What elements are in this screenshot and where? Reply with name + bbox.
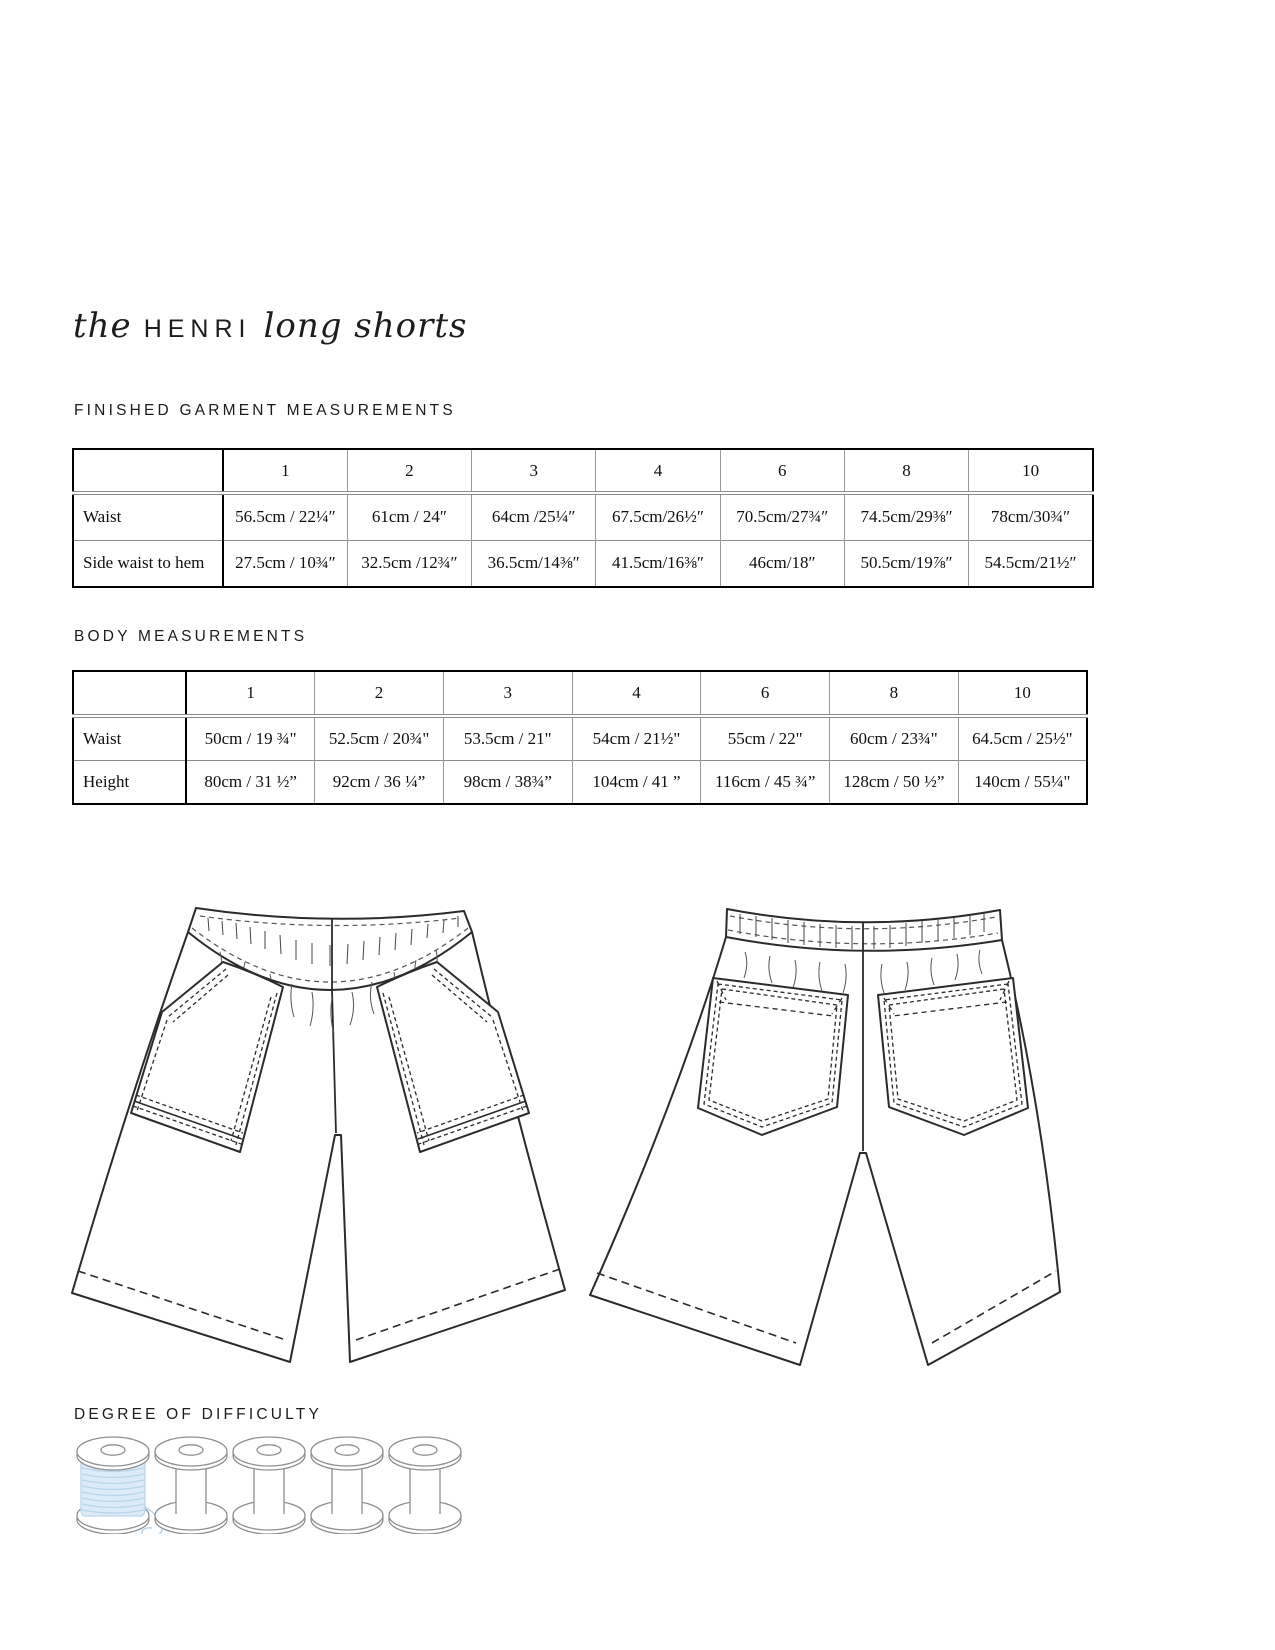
finished-garment-heading: FINISHED GARMENT MEASUREMENTS [74, 402, 456, 419]
title-lead: the [73, 306, 132, 346]
measurement-cell: 54.5cm/21½″ [969, 540, 1093, 587]
measurement-cell: 80cm / 31 ½” [186, 760, 315, 804]
measurement-cell: 64cm /25¼″ [472, 493, 596, 540]
row-label: Height [73, 760, 186, 804]
difficulty-meter [74, 1430, 464, 1534]
measurement-cell: 36.5cm/14⅜″ [472, 540, 596, 587]
measurement-cell: 52.5cm / 20¾" [315, 716, 444, 760]
spool-icon-empty [152, 1430, 230, 1534]
back-pocket-right [878, 978, 1028, 1135]
spool-icon-empty [230, 1430, 308, 1534]
table-row [73, 716, 1087, 760]
measurement-cell: 60cm / 23¾" [830, 716, 959, 760]
body-measurements-heading: BODY MEASUREMENTS [74, 628, 308, 645]
size-header: 10 [969, 449, 1093, 493]
size-header: 3 [443, 671, 572, 716]
size-header: 8 [830, 671, 959, 716]
row-label: Waist [73, 493, 223, 540]
size-header: 8 [844, 449, 968, 493]
size-header: 4 [596, 449, 720, 493]
measurement-cell: 61cm / 24″ [347, 493, 471, 540]
measurement-cell: 67.5cm/26½″ [596, 493, 720, 540]
size-header: 6 [720, 449, 844, 493]
row-label: Side waist to hem [73, 540, 223, 587]
measurement-cell: 98cm / 38¾” [443, 760, 572, 804]
table-row [73, 540, 1093, 587]
measurement-cell: 64.5cm / 25½" [958, 716, 1087, 760]
page-title [73, 306, 467, 346]
measurement-cell: 92cm / 36 ¼” [315, 760, 444, 804]
measurement-cell: 54cm / 21½" [572, 716, 701, 760]
title-pattern-name: HENRI [143, 315, 252, 343]
size-header: 3 [472, 449, 596, 493]
size-header-row [73, 671, 1087, 716]
measurement-cell: 56.5cm / 22¼″ [223, 493, 347, 540]
table-row [73, 760, 1087, 804]
measurement-cell: 116cm / 45 ¾” [701, 760, 830, 804]
size-header: 1 [186, 671, 315, 716]
table-row [73, 493, 1093, 540]
measurement-cell: 50cm / 19 ¾" [186, 716, 315, 760]
measurement-cell: 27.5cm / 10¾″ [223, 540, 347, 587]
body-measurements-table [72, 670, 1088, 805]
measurement-cell: 70.5cm/27¾″ [720, 493, 844, 540]
size-header: 10 [958, 671, 1087, 716]
spool-icon-empty [386, 1430, 464, 1534]
size-header: 6 [701, 671, 830, 716]
measurement-cell: 50.5cm/19⅞″ [844, 540, 968, 587]
row-label: Waist [73, 716, 186, 760]
finished-garment-table [72, 448, 1094, 588]
size-header: 2 [315, 671, 444, 716]
size-header: 4 [572, 671, 701, 716]
size-header: 1 [223, 449, 347, 493]
corner-cell [73, 449, 223, 493]
title-tail: long shorts [263, 306, 468, 346]
shorts-front-view-drawing [60, 852, 580, 1377]
measurement-cell: 55cm / 22" [701, 716, 830, 760]
measurement-cell: 32.5cm /12¾″ [347, 540, 471, 587]
corner-cell [73, 671, 186, 716]
size-header: 2 [347, 449, 471, 493]
back-pocket-left [698, 978, 848, 1135]
measurement-cell: 74.5cm/29⅜″ [844, 493, 968, 540]
difficulty-heading: DEGREE OF DIFFICULTY [74, 1406, 323, 1423]
measurement-cell: 78cm/30¾″ [969, 493, 1093, 540]
measurement-cell: 46cm/18″ [720, 540, 844, 587]
size-header-row [73, 449, 1093, 493]
shorts-back-view-drawing [570, 852, 1090, 1377]
measurement-cell: 104cm / 41 ” [572, 760, 701, 804]
measurement-cell: 128cm / 50 ½” [830, 760, 959, 804]
spool-icon-empty [308, 1430, 386, 1534]
measurement-cell: 41.5cm/16⅜″ [596, 540, 720, 587]
measurement-cell: 53.5cm / 21" [443, 716, 572, 760]
measurement-cell: 140cm / 55¼" [958, 760, 1087, 804]
